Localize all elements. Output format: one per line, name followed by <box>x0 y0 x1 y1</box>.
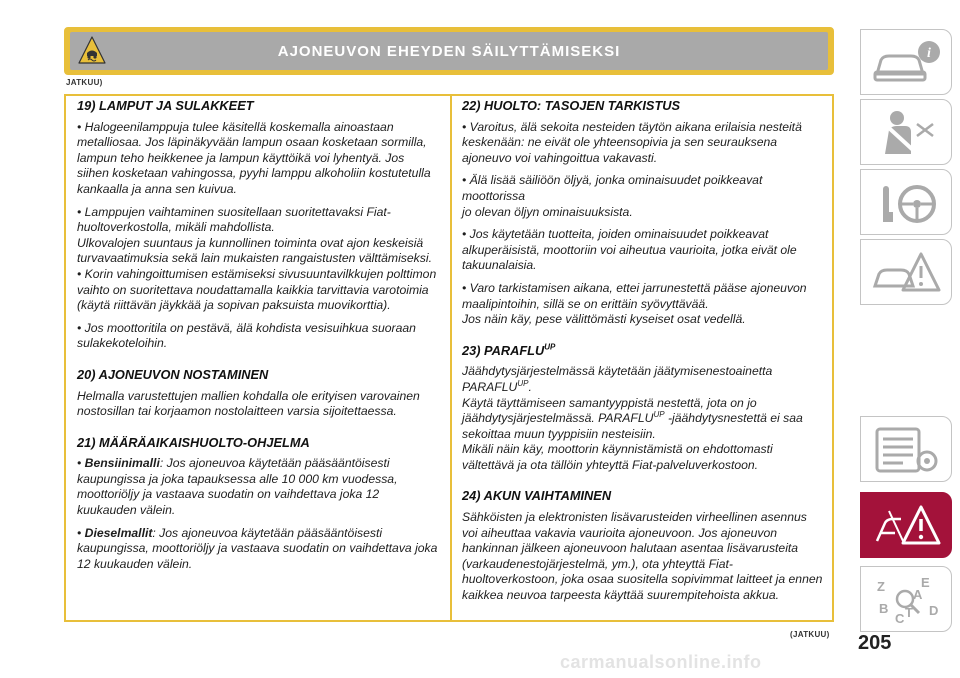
index-letter: A <box>913 587 923 602</box>
continued-label-bottom: (JATKUU) <box>790 630 830 639</box>
sidebar-item-maintenance[interactable] <box>860 416 952 482</box>
steering-wheel-tools-icon <box>871 176 943 230</box>
section-21-title: 21) MÄÄRÄAIKAISHUOLTO-OHJELMA <box>77 434 310 450</box>
section-19-paragraph: Ulkovalojen suuntaus ja kunnollinen toiminta ovat ajon keskeisiä turvavaatimuksia sekä lain mukaisten rangaistusten välttämiseksi. <box>77 235 432 266</box>
page-title: AJONEUVON EHEYDEN SÄILYTTÄMISEKSI <box>277 43 621 60</box>
sidebar-item-on-road[interactable] <box>860 239 952 305</box>
section-19-paragraph: • Korin vahingoittumisen estämiseksi sivusuuntavilkkujen polttimon vaihto on suoritettava noudattamalla kaikkia tarvittavia varotoimia (käytä riittävän jäykkää ja sopivan paksuista muovikorttia). <box>77 266 437 313</box>
right-column <box>462 98 824 611</box>
section-19-paragraph: • Jos moottoritila on pestävä, älä kohdista vesisuihkua suoraan sulakekoteloihin. <box>77 320 416 351</box>
section-21-diesel-paragraph: • Dieselmallit: Jos ajoneuvoa käytetään pääsääntöisesti kaupungissa, moottoriöljy ja vastaava suodatin on vaihdettava joka 12 kuukauden välein. <box>77 525 438 571</box>
diesel-model-text: : Jos ajoneuvoa käytetään pääsääntöisesti kaupungissa, moottoriöljy ja vastaava suodatin on vaihdettava joka 12 kuukauden välein. <box>77 525 438 571</box>
petrol-model-text: : Jos ajoneuvoa käytetään pääsääntöisesti kaupungissa ja joka tapauksessa alle 10 000 km vuodessa, moottoriöljy ja vastaava suodatin on vaihdettava joka 12 kuukauden välein. <box>77 456 398 518</box>
page-number: 205 <box>858 632 892 654</box>
index-letter: T <box>905 605 913 620</box>
index-letter: D <box>929 603 939 618</box>
content-frame <box>64 94 834 622</box>
index-letter: Z <box>877 579 885 594</box>
watermark-text: carmanualsonline.info <box>560 652 762 672</box>
section-19-title: 19) LAMPUT JA SULAKKEET <box>77 98 254 113</box>
seat-belt-passenger-icon <box>871 106 943 160</box>
section-22-paragraph: • Varoitus, älä sekoita nesteiden täytön aikana erilaisia nesteitä keskenään: ne eivät ole yhteensopivia ja sen seurauksena ajoneuvo voi vahingoittua vakavasti. <box>462 119 802 165</box>
left-column <box>77 98 439 579</box>
section-20-paragraph: Helmalla varustettujen mallien kohdalla ole erityisen varovainen nostosillan tai korjaamon nostolaitteen varsia sijoitettaessa. <box>77 388 420 419</box>
section-22-paragraph: • Jos käytetään tuotteita, joiden ominaisuudet poikkeavat alkuperäisistä, moottoriin voi aiheutua vaurioita, jotka eivät ole takuunalaisia. <box>462 227 797 273</box>
svg-text:i: i <box>927 46 931 61</box>
alphabetical-index-icon <box>871 573 943 627</box>
section-24-paragraph: Sähköisten ja elektronisten lisävarusteiden virheellinen asennus voi aiheuttaa vakavia vaurioita ajoneuvoon. Jos ajoneuvon hankinnan jälkeen ajoneuvoon halutaan asentaa lisävarusteita (varkaudenestojärjestelmä, ym.), ota yhteyttä Fiat-huoltoverkostoon, joka osaa suositella sopivimmat laitteet ja ennen kaikkea neuvoa tarpeesta käyttää suurempitehoista akkua. <box>462 510 823 603</box>
index-letter: E <box>921 575 930 590</box>
section-banner <box>64 27 834 75</box>
section-22-title: 22) HUOLTO: TASOJEN TARKISTUS <box>462 98 681 113</box>
continued-label-top: JATKUU) <box>66 78 103 87</box>
section-22-paragraph: • Älä lisää säiliöön öljyä, jonka ominaisuudet poikkeavat moottorissa jo olevan öljyn ominaisuuksista. <box>462 173 763 219</box>
section-24-title: 24) AKUN VAIHTAMINEN <box>462 488 612 504</box>
sidebar-item-car-info[interactable] <box>860 29 952 95</box>
index-letter: C <box>895 611 905 626</box>
index-letter: B <box>879 601 889 616</box>
sidebar-item-emergency[interactable] <box>860 492 952 558</box>
column-divider <box>450 96 452 620</box>
car-info-icon <box>871 36 943 90</box>
emergency-warning-icon <box>871 499 943 553</box>
sidebar-item-safety[interactable] <box>860 99 952 165</box>
section-20-title: 20) AJONEUVON NOSTAMINEN <box>77 366 269 382</box>
section-22-paragraph: • Varo tarkistamisen aikana, ettei jarrunestettä pääse ajoneuvon maalipintoihin, sillä se on erittäin syövyttävää. Jos näin käy, pese välittömästi kyseiset osat vedellä. <box>462 280 807 327</box>
section-21-petrol-paragraph: • Bensiinimalli: Jos ajoneuvoa käytetään pääsääntöisesti kaupungissa ja joka tapauksessa alle 10 000 km vuodessa, moottoriöljy ja vastaava suodatin on vaihdettava joka 12 kuukauden välein. <box>77 456 398 518</box>
section-23-title: 23) $PARAFLU^{UP}$ <box>462 342 556 358</box>
section-19-paragraph: • Lamppujen vaihtaminen suositellaan suoritettavaksi Fiat-huoltoverkostolla, mikäli mahdollista. <box>77 204 391 235</box>
diesel-model-label: Dieselmallit <box>84 525 153 540</box>
section-19-paragraph: • Halogeenilamppuja tulee käsitellä koskemalla ainoastaan metalliosaa. Jos läpinäkyvään lampun osaan kosketaan sormilla, lampun teho heikkenee ja lampun käyttöikä voi lyhentyä. Jos siihen kosketaan vahingossa, pyyhi lamppu alkoholiin kostutetulla kankaalla ja anna sen kuivua. <box>77 119 431 196</box>
section-23-paragraph: Jäähdytysjärjestelmässä käytetään jäätymisenestoainetta $PARAFLU^{UP}$. Käytä täyttämiseen samantyyppistä nestettä, jota on jo jäähdytysjärjestelmässä. $PARAFLU^{UP}$ -jäähdytysnestettä ei saa sekoittaa muun tyyppisiin nesteisiin. Mikäli näin käy, moottorin käynnistämistä on ehdottomasti vältettävä ja ota tällöin yhteyttä Fiat-palveluverkostoon. <box>462 364 803 472</box>
sidebar-item-controls[interactable] <box>860 169 952 235</box>
car-warning-triangle-icon <box>871 246 943 300</box>
petrol-model-label: Bensiinimalli <box>84 456 160 471</box>
maintenance-checklist-icon <box>871 423 943 477</box>
sidebar-item-index[interactable] <box>860 566 952 632</box>
